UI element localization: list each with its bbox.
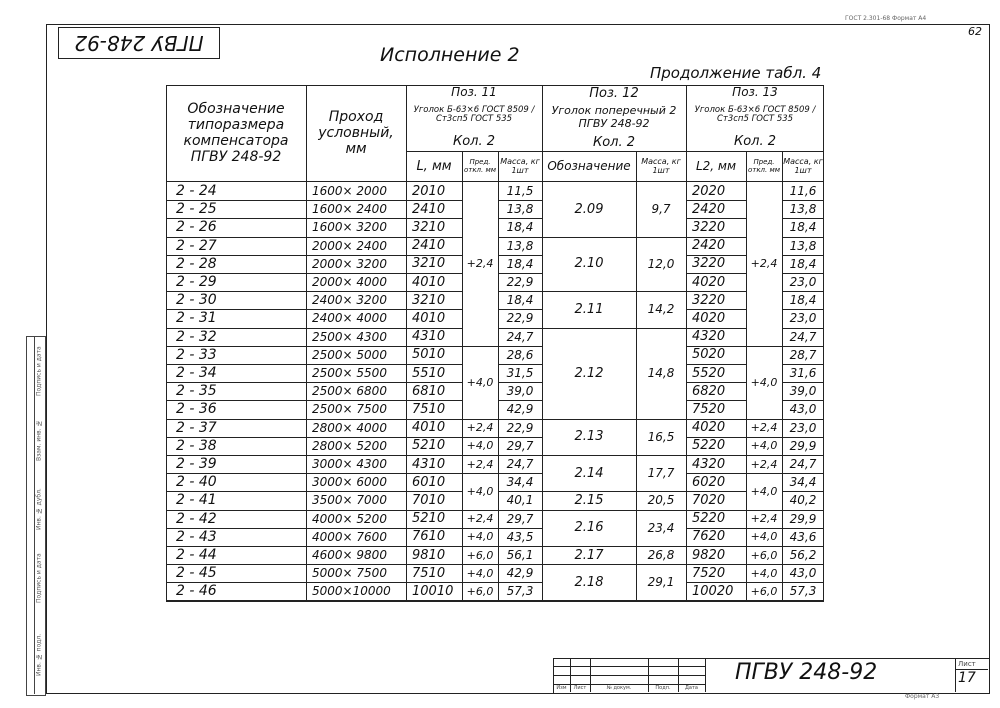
sheet-corner-number: 62 [968, 25, 982, 38]
tb-col-label: № докум. [606, 685, 632, 691]
pos12-mass: 29,1 [647, 575, 675, 590]
row-L2: 5220 [692, 438, 726, 454]
tol-value: +4,0 [466, 375, 494, 389]
pos12-mass: 9,7 [651, 202, 671, 217]
row-passage: 2500× 5500 [312, 366, 387, 381]
row-mass2: 18,4 [789, 220, 817, 235]
col-passage-header: Проход условный, мм [318, 109, 394, 157]
col-divider [686, 85, 687, 601]
row-L2: 7520 [692, 565, 726, 581]
pos13-qty: Кол. 2 [733, 133, 777, 149]
side-stamp-2: Взам. инв. № [35, 419, 43, 461]
row-passage: 2800× 4000 [312, 420, 387, 435]
pos12-mass: 16,5 [647, 429, 675, 444]
row-L: 3210 [412, 292, 446, 308]
row-passage: 2500× 5000 [312, 347, 387, 362]
row-mass: 43,5 [506, 529, 534, 544]
tol2-value: +4,0 [750, 530, 778, 544]
col-L-header: L, мм [416, 158, 452, 174]
row-mass2: 18,4 [789, 293, 817, 308]
pos12-body: Уголок поперечный 2 ПГВУ 248-92 [551, 104, 677, 130]
row-passage: 2500× 4300 [312, 329, 387, 344]
pos12-designation: 2.11 [574, 301, 604, 317]
row-mass2: 23,0 [789, 311, 817, 326]
pos12-mass: 12,0 [647, 256, 675, 271]
row-id: 2 - 45 [176, 565, 217, 582]
row-L: 2410 [412, 238, 446, 254]
page-heading: Исполнение 2 [380, 44, 520, 66]
row-mass: 24,7 [506, 329, 534, 344]
row-id: 2 - 34 [176, 365, 217, 382]
row-mass: 56,1 [506, 548, 534, 563]
continuation-label: Продолжение табл. 4 [650, 64, 822, 82]
row-L2: 4020 [692, 310, 726, 326]
col-divider [406, 85, 407, 601]
row-mass2: 29,9 [789, 438, 817, 453]
row-mass2: 13,8 [789, 238, 817, 253]
row-id: 2 - 29 [176, 274, 217, 291]
row-mass2: 29,9 [789, 511, 817, 526]
pos13-title: Поз. 13 [732, 85, 778, 99]
pos12-group-line [542, 601, 686, 602]
row-mass: 18,4 [506, 220, 534, 235]
row-id: 2 - 41 [176, 492, 217, 509]
corner-stamp-text: ПГВУ 248-92 [74, 31, 204, 55]
row-passage: 5000×10000 [312, 584, 391, 599]
tb-divider [955, 658, 956, 692]
tol2-value: +4,0 [750, 484, 778, 498]
row-mass: 22,9 [506, 311, 534, 326]
row-passage: 4000× 7600 [312, 529, 387, 544]
row-L2: 7020 [692, 492, 726, 508]
row-L2: 5520 [692, 365, 726, 381]
col-desig12-header: Обозначение [547, 159, 631, 173]
title-block-sheet-label: Лист [958, 660, 976, 668]
row-mass2: 23,0 [789, 420, 817, 435]
row-passage: 1600× 2000 [312, 184, 387, 199]
row-mass2: 23,0 [789, 275, 817, 290]
tb-col-label: Изм [556, 685, 567, 691]
row-passage: 1600× 2400 [312, 202, 387, 217]
row-mass2: 40,2 [789, 493, 817, 508]
row-L: 5210 [412, 438, 446, 454]
row-passage: 3000× 4300 [312, 457, 387, 472]
side-stamp-3: Инв. № дубл. [35, 488, 43, 530]
row-mass2: 34,4 [789, 475, 817, 490]
row-L2: 3220 [692, 256, 726, 272]
row-L2: 3220 [692, 292, 726, 308]
row-id: 2 - 35 [176, 383, 217, 400]
row-id: 2 - 30 [176, 292, 217, 309]
col-mass-header: Масса, кг 1шт [500, 157, 540, 175]
row-passage: 2000× 2400 [312, 238, 387, 253]
row-passage: 4600× 9800 [312, 548, 387, 563]
row-mass: 22,9 [506, 420, 534, 435]
row-mass: 11,5 [506, 184, 534, 199]
row-mass2: 43,6 [789, 529, 817, 544]
row-mass: 18,4 [506, 256, 534, 271]
row-id: 2 - 38 [176, 437, 217, 454]
pos12-designation: 2.16 [574, 520, 604, 536]
row-mass2: 11,6 [789, 184, 817, 199]
row-L: 6010 [412, 474, 446, 490]
row-L: 4010 [412, 274, 446, 290]
tol2-value: +4,0 [750, 439, 778, 453]
pos12-designation: 2.10 [574, 256, 604, 272]
row-id: 2 - 44 [176, 547, 217, 564]
col-mass2-header: Масса, кг 1шт [783, 157, 823, 175]
pos13-body: Уголок Б-63×6 ГОСТ 8509 / Ст3сп5 ГОСТ 535 [694, 105, 816, 124]
row-passage: 5000× 7500 [312, 566, 387, 581]
side-stamp-5: Инв. № подл. [35, 633, 43, 677]
row-mass: 13,8 [506, 238, 534, 253]
row-mass2: 57,3 [789, 584, 817, 599]
tol-value: +6,0 [466, 548, 494, 562]
side-stamp-4: Подпись и дата [35, 553, 43, 603]
row-passage: 2000× 4000 [312, 275, 387, 290]
row-mass2: 43,0 [789, 402, 817, 417]
pos-qty-line-13 [686, 151, 824, 152]
col-divider [306, 85, 307, 601]
row-passage: 2500× 6800 [312, 384, 387, 399]
row-id: 2 - 46 [176, 583, 217, 600]
row-L2: 3220 [692, 219, 726, 235]
row-passage: 2400× 4000 [312, 311, 387, 326]
row-L2: 2420 [692, 201, 726, 217]
row-L: 4010 [412, 420, 446, 436]
row-L2: 5220 [692, 511, 726, 527]
pos12-mass: 17,7 [647, 466, 675, 481]
row-mass2: 28,7 [789, 347, 817, 362]
pos12-designation: 2.17 [574, 547, 604, 563]
row-line [406, 601, 462, 602]
pos12-designation: 2.12 [574, 365, 604, 381]
row-passage: 1600× 3200 [312, 220, 387, 235]
row-passage: 4000× 5200 [312, 511, 387, 526]
row-id: 2 - 40 [176, 474, 217, 491]
row-mass: 28,6 [506, 347, 534, 362]
row-mass2: 56,2 [789, 548, 817, 563]
row-L2: 7520 [692, 401, 726, 417]
row-id: 2 - 32 [176, 328, 217, 345]
row-id: 2 - 26 [176, 219, 217, 236]
tb-col-label: Подп. [655, 685, 671, 691]
row-mass: 24,7 [506, 457, 534, 472]
row-passage: 2800× 5200 [312, 438, 387, 453]
tol-value: +4,0 [466, 484, 494, 498]
row-L2: 9820 [692, 547, 726, 563]
tol-group-line [746, 601, 782, 602]
row-mass2: 43,0 [789, 566, 817, 581]
pos12-title: Поз. 12 [589, 85, 639, 101]
row-id: 2 - 31 [176, 310, 217, 327]
row-mass2: 18,4 [789, 256, 817, 271]
row-L2: 4020 [692, 274, 726, 290]
row-id: 2 - 27 [176, 237, 217, 254]
tol-group-line [462, 601, 498, 602]
row-L2: 6820 [692, 383, 726, 399]
pos11-title: Поз. 11 [451, 85, 497, 99]
row-L: 7510 [412, 565, 446, 581]
row-L: 4310 [412, 456, 446, 472]
row-L2: 4320 [692, 329, 726, 345]
row-L: 10010 [412, 583, 454, 599]
row-mass: 57,3 [506, 584, 534, 599]
row-L2: 2420 [692, 238, 726, 254]
tol2-value: +2,4 [750, 512, 778, 526]
row-id: 2 - 37 [176, 419, 217, 436]
row-id: 2 - 42 [176, 510, 217, 527]
row-id: 2 - 36 [176, 401, 217, 418]
row-L: 7010 [412, 492, 446, 508]
pos12-designation: 2.15 [574, 492, 604, 508]
tol-value: +2,4 [466, 257, 494, 271]
tol2-value: +2,4 [750, 457, 778, 471]
pos12-designation: 2.13 [574, 429, 604, 445]
tol2-value: +4,0 [750, 375, 778, 389]
pos12-designation: 2.09 [574, 201, 604, 217]
tb-col-label: Дата [685, 685, 698, 691]
tol2-value: +2,4 [750, 421, 778, 435]
row-L2: 4020 [692, 420, 726, 436]
col-tol-header: Пред. откл. мм [463, 158, 497, 174]
row-id: 2 - 25 [176, 201, 217, 218]
pos-qty-line-12 [542, 151, 686, 152]
row-mass: 18,4 [506, 293, 534, 308]
pos11-body: Уголок Б-63×6 ГОСТ 8509 / Ст3сп5 ГОСТ 535 [413, 105, 535, 124]
tol-value: +4,0 [466, 566, 494, 580]
row-line [686, 601, 746, 602]
row-L2: 6020 [692, 474, 726, 490]
row-mass: 39,0 [506, 384, 534, 399]
row-L2: 5020 [692, 347, 726, 363]
pos12-designation: 2.18 [574, 574, 604, 590]
row-mass: 42,9 [506, 402, 534, 417]
col-L2-header: L2, мм [695, 159, 737, 173]
pos-qty-line-11 [406, 151, 542, 152]
row-mass: 29,7 [506, 438, 534, 453]
row-L: 9810 [412, 547, 446, 563]
tol-value: +6,0 [466, 584, 494, 598]
row-line [166, 601, 406, 602]
tol-value: +2,4 [466, 457, 494, 471]
pos12-qty: Кол. 2 [592, 134, 636, 150]
row-mass2: 13,8 [789, 202, 817, 217]
row-L: 2010 [412, 183, 446, 199]
row-id: 2 - 33 [176, 346, 217, 363]
side-stamp-1: Подпись и дата [35, 346, 43, 396]
row-mass: 40,1 [506, 493, 534, 508]
tol2-value: +4,0 [750, 566, 778, 580]
row-id: 2 - 43 [176, 528, 217, 545]
col-mass12-header: Масса, кг 1шт [641, 157, 681, 175]
tol-value: +4,0 [466, 439, 494, 453]
tol-value: +2,4 [466, 512, 494, 526]
row-L: 7610 [412, 529, 446, 545]
tol2-value: +6,0 [750, 584, 778, 598]
row-L: 6810 [412, 383, 446, 399]
row-passage: 2000× 3200 [312, 256, 387, 271]
row-L: 4010 [412, 310, 446, 326]
title-block-sheet-number: 17 [958, 670, 976, 686]
tol2-value: +6,0 [750, 548, 778, 562]
row-L: 3210 [412, 219, 446, 235]
tol2-value: +2,4 [750, 257, 778, 271]
col-designation-header: Обозначение типоразмера компенсатора ПГВУ 248-92 [183, 101, 289, 165]
title-block-code: ПГВУ 248-92 [735, 660, 878, 685]
row-mass: 31,5 [506, 366, 534, 381]
bottom-format-note: Формат А3 [905, 693, 940, 700]
row-mass: 42,9 [506, 566, 534, 581]
row-passage: 3500× 7000 [312, 493, 387, 508]
row-mass: 13,8 [506, 202, 534, 217]
pos12-mass: 26,8 [647, 548, 675, 563]
row-id: 2 - 24 [176, 183, 217, 200]
tol-value: +2,4 [466, 421, 494, 435]
tb-row-line [553, 666, 705, 667]
row-passage: 3000× 6000 [312, 475, 387, 490]
row-mass: 22,9 [506, 275, 534, 290]
pos12-mass: 14,8 [647, 366, 675, 381]
row-mass: 29,7 [506, 511, 534, 526]
row-L: 4310 [412, 329, 446, 345]
tb-divider [705, 658, 706, 692]
row-id: 2 - 28 [176, 255, 217, 272]
row-L2: 2020 [692, 183, 726, 199]
row-L2: 10020 [692, 583, 734, 599]
row-mass: 34,4 [506, 475, 534, 490]
row-L: 3210 [412, 256, 446, 272]
row-line [498, 601, 542, 602]
pos12-mass: 14,2 [647, 302, 675, 317]
row-L: 5210 [412, 511, 446, 527]
top-right-standard: ГОСТ 2.301-68 Формат А4 [845, 15, 927, 22]
row-mass2: 24,7 [789, 457, 817, 472]
row-line [782, 601, 824, 602]
col-tol2-header: Пред. откл. мм [747, 158, 781, 174]
pos12-mass: 23,4 [647, 520, 675, 535]
row-id: 2 - 39 [176, 456, 217, 473]
tb-row-line [553, 675, 705, 676]
row-L: 5010 [412, 347, 446, 363]
row-mass2: 24,7 [789, 329, 817, 344]
pos12-designation: 2.14 [574, 465, 604, 481]
row-passage: 2500× 7500 [312, 402, 387, 417]
pos12-mass: 20,5 [647, 493, 675, 508]
pos11-qty: Кол. 2 [452, 133, 496, 149]
row-L: 7510 [412, 401, 446, 417]
row-L: 2410 [412, 201, 446, 217]
row-mass2: 39,0 [789, 384, 817, 399]
row-L2: 4320 [692, 456, 726, 472]
tb-col-label: Лист [573, 685, 587, 691]
row-passage: 2400× 3200 [312, 293, 387, 308]
tol-value: +4,0 [466, 530, 494, 544]
row-L2: 7620 [692, 529, 726, 545]
row-L: 5510 [412, 365, 446, 381]
row-mass2: 31,6 [789, 366, 817, 381]
